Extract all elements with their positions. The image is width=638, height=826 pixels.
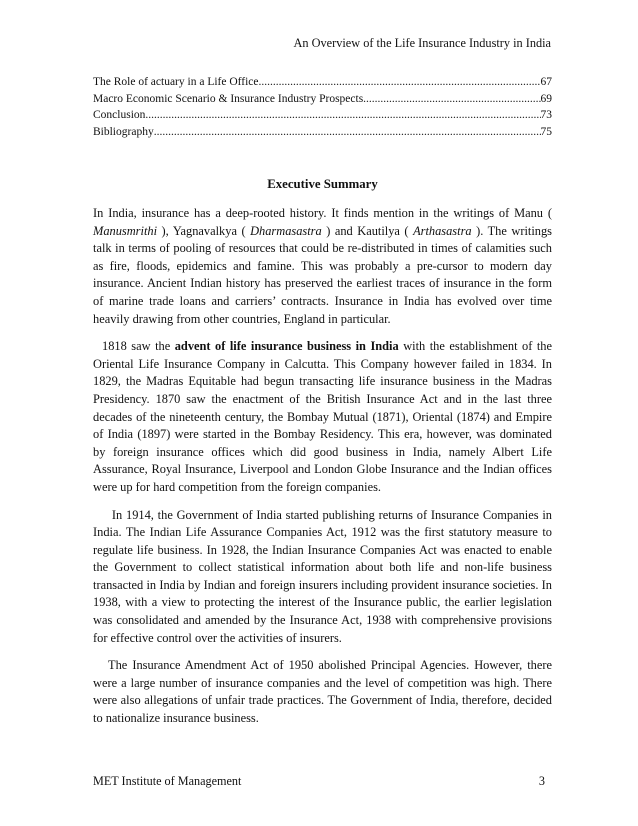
section-heading: Executive Summary — [267, 177, 378, 191]
text-manusmrithi: Manusmrithi — [93, 223, 158, 238]
toc-entry-page: 67 — [540, 76, 552, 88]
toc-entry-page: 75 — [540, 125, 552, 138]
toc-entry-title: Conclusion — [93, 109, 146, 122]
toc-entry-title: Macro Economic Scenario & Insurance Industry Prospects — [93, 92, 364, 105]
toc-entry[interactable] — [93, 124, 552, 141]
table-of-contents — [93, 74, 552, 140]
paragraph-1818: 1818 saw the advent of life insurance business in India with the establishment of the Oriental Life Insurance Company in Calcutta. This Company however failed in 1834. In 1829, the Madras Equitable had begun transacting life insurance business in the Madras Presidency. 1870 saw the enactment of the British Insurance Act and in the last three decades of the nineteenth century, the Bombay Mutual (1871), Oriental (1874) and Empire of India (1897) were started in the Bombay Residency. This era, however, was dominated by foreign insurance offices which did good business in India, namely Albert Life Assurance, Royal Insurance, Liverpool and London Globe Insurance and the Indian offices were up for hard competition from the foreign companies. — [93, 339, 552, 494]
section-body — [93, 205, 552, 738]
toc-leader-dots — [259, 74, 541, 91]
text-dharmasastra: Dharmasastra — [250, 223, 322, 238]
paragraph-1914: In 1914, the Government of India started publishing returns of Insurance Companies in India. The Indian Life Assurance Companies Act, 1912 was the first statutory measure to regulate life business. In 1928, the Indian Insurance Companies Act was enacted to enable the Government to collect statistical information about both life and non-life business transacted in India by Indian and foreign insurers including provident insurance societies. In 1938, with a view to protecting the interest of the Insurance public, the earlier legislation was consolidated and amended by the Insurance Act, 1938 with comprehensive provisions for effective control over the activities of insurers. — [93, 507, 552, 645]
bold-phrase: advent of life insurance business in India — [174, 339, 399, 354]
running-header: An Overview of the Life Insurance Industry in India — [293, 36, 551, 50]
toc-entry[interactable] — [93, 91, 552, 108]
toc-leader-dots — [363, 91, 540, 108]
toc-entry[interactable] — [93, 107, 552, 124]
toc-entry[interactable] — [93, 74, 552, 91]
footer-institute: MET Institute of Management — [93, 774, 242, 788]
toc-entry-page: 73 — [540, 109, 552, 122]
paragraph-history: In India, insurance has a deep-rooted history. It finds mention in the writings of Manu ( Manusmrithi ), Yagnavalkya ( Dharmasastra ) and Kautilya ( Arthasastra ). The writings talk in terms of pooling of resources that could be re-distributed in times of calamities such as fire, floods, epidemics and famine. This was probably a pre-cursor to modern day insurance. Ancient Indian history has preserved the earliest traces of insurance in the form of marine trade loans and carriers’ contracts. Insurance in India has evolved over time heavily drawing from other countries, England in particular. — [93, 206, 552, 326]
toc-entry-page: 69 — [540, 92, 552, 105]
page-footer — [93, 773, 545, 789]
footer-page-number: 3 — [538, 774, 545, 788]
paragraph-1950: The Insurance Amendment Act of 1950 abolished Principal Agencies. However, there were a large number of insurance companies and the level of competition was high. There were also allegations of unfair trade practices. The Government of India, therefore, decided to nationalize insurance business. — [93, 658, 552, 726]
toc-entry-title: Bibliography — [93, 125, 154, 138]
toc-entry-title: The Role of actuary in a Life Office — [93, 76, 259, 88]
toc-leader-dots — [154, 124, 541, 141]
text-arthasastra: Arthasastra — [413, 223, 472, 238]
toc-leader-dots — [145, 107, 540, 124]
